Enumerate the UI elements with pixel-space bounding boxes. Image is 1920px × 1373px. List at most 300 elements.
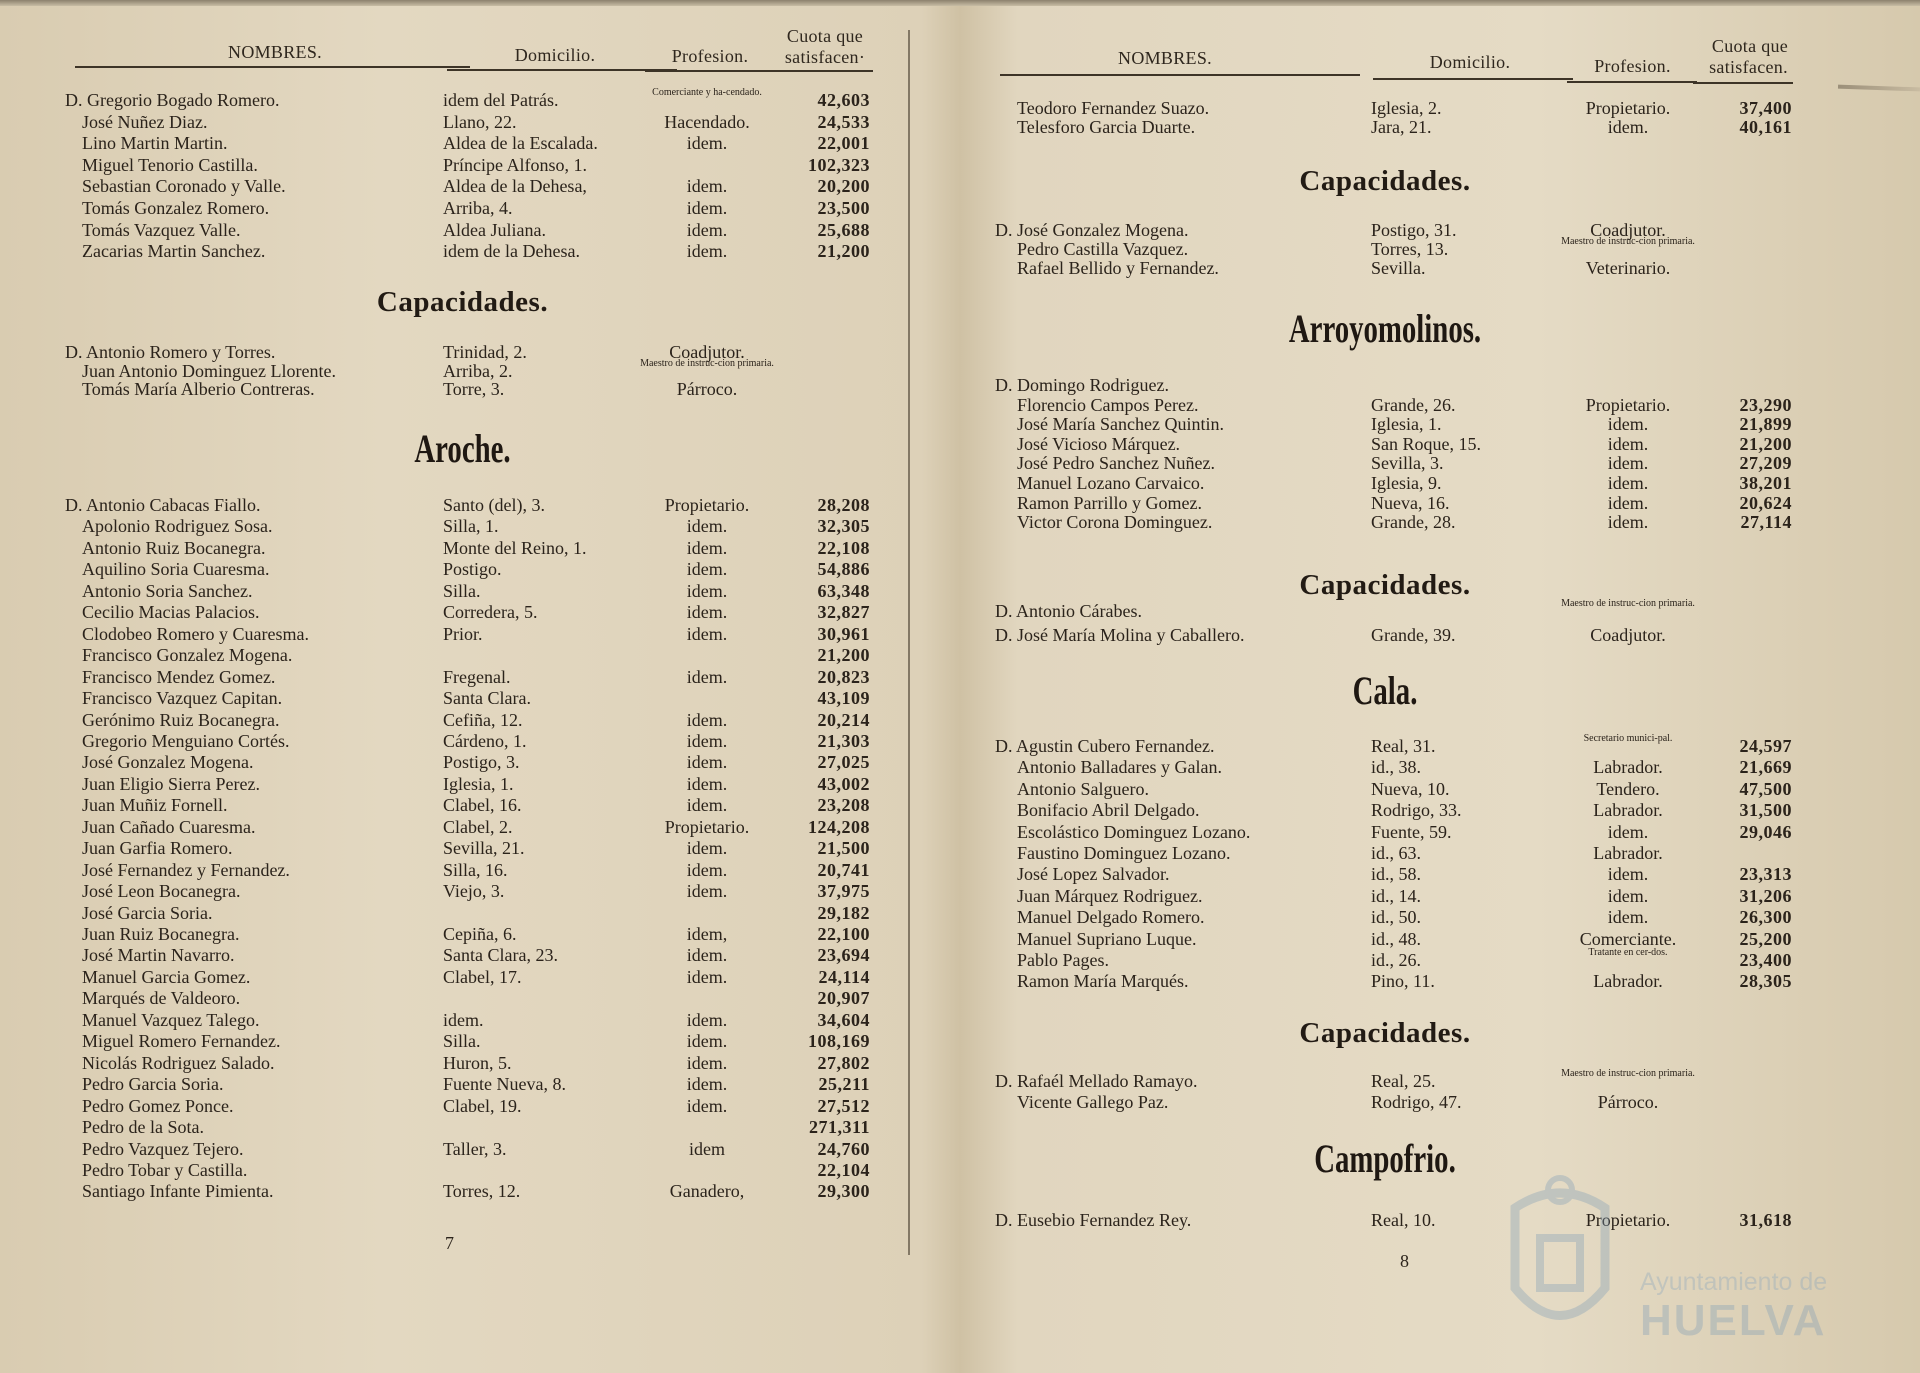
header-cuota-line2: satisfacen.	[1709, 57, 1788, 77]
entry-name: Victor Corona Dominguez.	[1017, 512, 1213, 533]
entry-name: Manuel Delgado Romero.	[1017, 907, 1205, 928]
entry-name: Bonifacio Abril Delgado.	[1017, 800, 1200, 821]
entry-cuota: 124,208	[808, 816, 870, 837]
entry-name: José Nuñez Diaz.	[82, 111, 208, 132]
list-item	[975, 947, 1795, 971]
list-item	[975, 733, 1795, 757]
town-heading-cala: Cala.	[1352, 668, 1418, 713]
town-heading-campofrio: Campofrio.	[1314, 1136, 1456, 1181]
entry-prof: idem.	[1607, 907, 1649, 928]
entry-dom: id., 26.	[1371, 950, 1422, 970]
town-heading-arroyomolinos: Arroyomolinos.	[1288, 306, 1482, 351]
entry-cuota: 102,323	[808, 154, 870, 175]
entry-prof: idem.	[1607, 821, 1649, 842]
entry-prof: Labrador.	[1593, 843, 1663, 863]
town-heading-aroche: Aroche.	[414, 426, 511, 471]
entry-prof: Ganadero,	[669, 1181, 745, 1202]
entry-prof: idem.	[686, 1009, 728, 1030]
entry-dom: Fuente, 59.	[1371, 821, 1452, 842]
entry-prof: Propietario.	[1585, 98, 1671, 118]
entry-name: Juan Eligio Sierra Perez.	[82, 773, 260, 794]
list-item	[975, 414, 1795, 435]
entry-dom: Taller, 3.	[443, 1138, 507, 1159]
list-item	[975, 800, 1795, 821]
entry-prof: Tendero.	[1596, 778, 1660, 799]
entry-cuota: 29,300	[817, 1181, 870, 1202]
list-item	[55, 198, 870, 219]
entry-dom: Nueva, 10.	[1371, 778, 1450, 799]
entry-cuota: 63,348	[817, 580, 870, 601]
header-rule	[1567, 81, 1697, 83]
entry-cuota: 22,100	[817, 924, 870, 944]
entry-cuota: 31,618	[1739, 1210, 1792, 1230]
watermark-line2: HUELVA	[1640, 1296, 1827, 1345]
entry-cuota: 25,211	[818, 1074, 870, 1095]
entry-cuota: 108,169	[808, 1031, 870, 1052]
entry-name: Santiago Infante Pimienta.	[82, 1181, 274, 1202]
list-item	[55, 516, 870, 537]
entry-name: Vicente Gallego Paz.	[1017, 1092, 1169, 1112]
entry-dom: Sevilla, 21.	[443, 838, 525, 859]
list-item	[975, 843, 1795, 864]
entry-prof: Párroco.	[1597, 1092, 1659, 1112]
entry-dom: id., 48.	[1371, 928, 1422, 949]
entry-name: José Gonzalez Mogena.	[82, 752, 254, 773]
list-item	[975, 598, 1795, 622]
list-item	[975, 822, 1795, 843]
entry-cuota: 27,802	[817, 1052, 870, 1073]
entry-prof: idem.	[686, 516, 728, 537]
entry-cuota: 21,303	[817, 730, 870, 751]
header-profesion: Profesion.	[1594, 56, 1671, 76]
entry-name: Juan Márquez Rodriguez.	[1017, 885, 1203, 906]
list-item	[55, 1117, 870, 1138]
entry-prof: Párroco.	[676, 379, 738, 400]
entry-name: D. Gregorio Bogado Romero.	[65, 90, 280, 110]
entry-cuota: 20,200	[817, 176, 870, 197]
list-item	[55, 945, 870, 966]
entry-dom: Sevilla.	[1371, 258, 1426, 278]
list-item	[55, 1096, 870, 1117]
header-rule	[773, 70, 873, 72]
entry-cuota: 26,300	[1739, 907, 1792, 928]
header-profesion: Profesion.	[671, 46, 749, 66]
entry-dom: Rodrigo, 47.	[1371, 1092, 1462, 1112]
entry-prof: Labrador.	[1593, 971, 1663, 992]
header-rule	[447, 69, 677, 71]
entry-name: Escolástico Dominguez Lozano.	[1017, 821, 1251, 842]
entry-name: Ramon María Marqués.	[1017, 971, 1189, 992]
entry-cuota: 21,500	[817, 838, 870, 859]
entry-prof: idem	[689, 1138, 725, 1159]
entry-prof: idem.	[686, 859, 728, 880]
entry-cuota: 43,109	[817, 688, 870, 709]
entry-cuota: 24,597	[1739, 736, 1792, 756]
entry-prof: Maestro de instruc-cion primaria.	[1561, 1068, 1695, 1079]
list-item	[55, 1139, 870, 1160]
list-item	[975, 493, 1795, 514]
entry-prof: idem.	[686, 838, 728, 859]
entry-name: Antonio Soria Sanchez.	[82, 580, 253, 601]
entry-prof: Coadjutor.	[669, 342, 745, 362]
list-item	[55, 688, 870, 709]
entry-dom: Real, 31.	[1371, 736, 1436, 756]
entry-name: Pedro Vazquez Tejero.	[82, 1138, 244, 1159]
entry-prof: Comerciante.	[1579, 928, 1677, 949]
entry-prof: idem.	[686, 795, 728, 816]
entry-prof: idem.	[686, 559, 728, 580]
entry-prof: idem.	[1607, 473, 1649, 493]
entry-name: José Lopez Salvador.	[1017, 864, 1170, 885]
entry-prof: idem.	[686, 773, 728, 794]
entry-name: Manuel Supriano Luque.	[1017, 928, 1197, 949]
entry-dom: Viejo, 3.	[443, 881, 505, 902]
header-cuota-line2: satisfacen·	[784, 47, 866, 67]
list-item	[55, 967, 870, 988]
entry-dom: Clabel, 19.	[443, 1095, 522, 1116]
entry-cuota: 21,899	[1739, 414, 1792, 435]
entry-prof: Maestro de instruc-cion primaria.	[640, 357, 774, 369]
header-rule	[645, 70, 780, 72]
entry-cuota: 22,108	[817, 537, 870, 558]
page-number: 8	[1400, 1251, 1409, 1271]
entry-dom: Cárdeno, 1.	[443, 730, 527, 751]
entry-name: D. Antonio Romero y Torres.	[65, 342, 276, 362]
entry-prof: idem.	[1607, 885, 1649, 906]
entry-name: D. José María Molina y Caballero.	[995, 625, 1245, 645]
entry-prof: idem.	[1607, 117, 1649, 137]
entry-dom: Sevilla, 3.	[1371, 453, 1444, 474]
entry-dom: id., 38.	[1371, 757, 1422, 778]
entry-dom: Grande, 26.	[1371, 394, 1456, 415]
entry-name: Sebastian Coronado y Valle.	[82, 176, 286, 197]
entry-dom: Silla, 16.	[443, 859, 508, 880]
header-cuota-line1: Cuota que	[786, 26, 864, 46]
list-item	[55, 645, 870, 666]
entry-prof: idem.	[686, 602, 728, 623]
entry-prof: Coadjutor.	[1590, 220, 1666, 240]
entry-prof: idem.	[686, 881, 728, 902]
coat-of-arms-icon	[1495, 1168, 1625, 1348]
entry-cuota: 22,001	[817, 133, 870, 154]
entry-name: Gregorio Menguiano Cortés.	[82, 730, 290, 751]
entry-name: D. Antonio Cabacas Fiallo.	[65, 495, 261, 515]
entry-cuota: 23,500	[817, 198, 870, 218]
list-item	[975, 907, 1795, 928]
entry-cuota: 25,688	[817, 219, 870, 240]
header-rule	[1373, 78, 1573, 80]
entry-dom: idem del Patrás.	[443, 90, 559, 110]
entry-prof: idem.	[686, 219, 728, 240]
entry-name: Manuel Lozano Carvaico.	[1017, 473, 1205, 493]
header-nombres: NOMBRES.	[228, 42, 322, 62]
entry-cuota: 20,823	[817, 666, 870, 687]
entry-prof: idem.	[1607, 512, 1649, 533]
list-item	[55, 559, 870, 580]
list-item	[975, 375, 1795, 396]
entry-name: Zacarias Martin Sanchez.	[82, 241, 266, 262]
list-item	[975, 434, 1795, 455]
entry-name: Antonio Ruiz Bocanegra.	[82, 537, 266, 558]
list-item	[975, 1068, 1795, 1092]
entry-dom: Aldea Juliana.	[443, 219, 546, 240]
entry-prof: Secretario munici-pal.	[1583, 733, 1673, 744]
watermark	[1495, 1168, 1855, 1348]
entry-prof: idem.	[686, 966, 728, 987]
entry-prof: Comerciante y ha-cendado.	[652, 87, 762, 98]
entry-name: Pedro Garcia Soria.	[82, 1074, 224, 1095]
entry-dom: Aldea de la Escalada.	[443, 133, 598, 154]
entry-prof: idem.	[686, 241, 728, 262]
entry-dom: Postigo.	[443, 559, 502, 580]
entry-name: D. Rafaél Mellado Ramayo.	[995, 1071, 1198, 1091]
entry-cuota: 25,200	[1739, 928, 1792, 949]
entry-dom: Rodrigo, 33.	[1371, 800, 1462, 821]
entry-cuota: 20,624	[1739, 492, 1792, 513]
entry-name: José Pedro Sanchez Nuñez.	[1017, 453, 1215, 474]
list-item	[975, 512, 1795, 533]
entry-dom: Torres, 12.	[443, 1181, 521, 1202]
entry-dom: Cefiña, 12.	[443, 709, 523, 730]
entry-dom: id., 50.	[1371, 907, 1422, 928]
entry-name: Ramon Parrillo y Gomez.	[1017, 492, 1202, 513]
entry-name: Tomás Gonzalez Romero.	[82, 198, 270, 218]
entry-name: Tomás Vazquez Valle.	[82, 219, 241, 240]
entry-prof: Propietario.	[664, 495, 750, 515]
entry-dom: idem.	[443, 1009, 484, 1030]
list-item	[55, 710, 870, 731]
list-item	[55, 988, 870, 1009]
list-item	[975, 98, 1795, 119]
entry-dom: Clabel, 16.	[443, 795, 522, 816]
entry-name: D. José Gonzalez Mogena.	[995, 220, 1189, 240]
entry-dom: Silla.	[443, 1031, 481, 1052]
entry-prof: idem.	[686, 176, 728, 197]
entry-dom: id., 63.	[1371, 843, 1422, 863]
entry-cuota: 21,200	[1739, 433, 1792, 454]
list-item	[55, 817, 870, 838]
entry-dom: San Roque, 15.	[1371, 433, 1481, 454]
entry-name: Aquilino Soria Cuaresma.	[82, 559, 270, 580]
entry-name: Clodobeo Romero y Cuaresma.	[82, 623, 309, 644]
list-item	[55, 1160, 870, 1181]
entry-cuota: 23,313	[1739, 864, 1792, 885]
left-page	[55, 0, 870, 1280]
list-item	[55, 838, 870, 859]
entry-prof: idem.	[686, 580, 728, 601]
entry-name: Tomás María Alberio Contreras.	[82, 379, 315, 400]
entry-dom: Postigo, 31.	[1371, 220, 1457, 240]
list-item	[975, 395, 1795, 416]
entry-prof: idem.	[1607, 433, 1649, 454]
entry-dom: Fuente Nueva, 8.	[443, 1074, 566, 1095]
entry-name: Francisco Vazquez Capitan.	[82, 688, 283, 709]
entry-name: José Fernandez y Fernandez.	[82, 859, 290, 880]
list-item	[55, 624, 870, 645]
entry-dom: Jara, 21.	[1371, 117, 1432, 137]
entry-cuota: 40,161	[1739, 117, 1792, 137]
entry-cuota: 27,512	[817, 1095, 870, 1116]
entry-dom: Monte del Reino, 1.	[443, 537, 587, 558]
list-item	[55, 667, 870, 688]
entry-name: Florencio Campos Perez.	[1017, 394, 1199, 415]
entry-name: José María Sanchez Quintin.	[1017, 414, 1224, 435]
entry-cuota: 21,200	[817, 241, 870, 262]
right-page	[975, 0, 1795, 1280]
entry-cuota: 23,290	[1739, 394, 1792, 415]
entry-dom: Nueva, 16.	[1371, 492, 1450, 513]
entry-name: Antonio Balladares y Galan.	[1017, 757, 1222, 778]
entry-name: Rafael Bellido y Fernandez.	[1017, 258, 1219, 278]
entry-prof: idem.	[686, 198, 728, 218]
entry-name: Teodoro Fernandez Suazo.	[1017, 98, 1210, 118]
entry-prof: Coadjutor.	[1590, 625, 1666, 645]
list-item	[55, 1181, 870, 1202]
entry-cuota: 28,208	[817, 495, 870, 515]
entry-dom: Grande, 28.	[1371, 512, 1456, 533]
entry-dom: Iglesia, 9.	[1371, 473, 1442, 493]
entry-cuota: 20,214	[817, 709, 870, 730]
list-item	[55, 795, 870, 816]
entry-dom: Clabel, 2.	[443, 816, 513, 837]
entry-dom: Iglesia, 1.	[1371, 414, 1442, 435]
entry-prof: idem.	[686, 1074, 728, 1095]
entry-name: Francisco Gonzalez Mogena.	[82, 645, 293, 666]
entry-cuota: 20,741	[817, 859, 870, 880]
entry-name: Juan Muñiz Fornell.	[82, 795, 228, 816]
list-item	[975, 117, 1795, 138]
entry-prof: Propietario.	[1585, 394, 1671, 415]
entry-name: Juan Ruiz Bocanegra.	[82, 924, 240, 944]
entry-dom: Silla.	[443, 580, 481, 601]
list-item	[55, 881, 870, 902]
entry-prof: idem.	[1607, 492, 1649, 513]
entry-dom: Iglesia, 1.	[443, 773, 514, 794]
list-item	[55, 1053, 870, 1074]
list-item	[55, 1074, 870, 1095]
entry-name: Juan Antonio Dominguez Llorente.	[82, 360, 336, 381]
entry-dom: Pino, 11.	[1371, 971, 1435, 992]
entry-cuota: 37,400	[1739, 98, 1792, 118]
entry-name: José Leon Bocanegra.	[82, 881, 241, 902]
entry-dom: Torres, 13.	[1371, 239, 1449, 259]
entry-name: Antonio Salguero.	[1017, 778, 1149, 799]
entry-prof: idem.	[686, 1052, 728, 1073]
entry-name: Pedro Castilla Vazquez.	[1017, 239, 1189, 259]
entry-dom: Príncipe Alfonso, 1.	[443, 154, 587, 175]
entry-name: José Martin Navarro.	[82, 945, 235, 966]
list-item	[975, 1092, 1795, 1113]
entry-cuota: 27,025	[817, 752, 870, 773]
entry-dom: Santa Clara, 23.	[443, 945, 558, 966]
entry-prof: idem.	[686, 133, 728, 154]
entry-dom: id., 58.	[1371, 864, 1422, 885]
header-rule	[1000, 74, 1360, 76]
page-number: 7	[445, 1233, 454, 1253]
list-item	[975, 236, 1795, 260]
entry-name: D. Antonio Cárabes.	[995, 601, 1142, 621]
entry-cuota: 20,907	[817, 988, 870, 1009]
entry-name: D. Eusebio Fernandez Rey.	[995, 1210, 1192, 1230]
entry-name: Faustino Dominguez Lozano.	[1017, 843, 1231, 863]
list-item	[55, 112, 870, 133]
entry-cuota: 271,311	[808, 1117, 870, 1138]
entry-dom: Prior.	[443, 623, 483, 644]
entry-prof: idem.	[686, 1095, 728, 1116]
entry-dom: Huron, 5.	[443, 1052, 512, 1073]
entry-prof: idem.	[1607, 414, 1649, 435]
entry-prof: Tratante en cer-dos.	[1588, 947, 1668, 958]
entry-dom: Postigo, 3.	[443, 752, 520, 773]
list-item	[975, 886, 1795, 907]
entry-name: Francisco Mendez Gomez.	[82, 666, 276, 687]
list-item	[55, 133, 870, 154]
entry-dom: Silla, 1.	[443, 516, 499, 537]
entry-cuota: 27,114	[1740, 512, 1792, 533]
entry-cuota: 31,500	[1739, 800, 1792, 821]
entry-dom: Aldea de la Dehesa,	[443, 176, 587, 197]
list-item	[975, 757, 1795, 778]
entry-prof: idem.	[686, 945, 728, 966]
entry-name: D. Agustin Cubero Fernandez.	[995, 736, 1215, 756]
entry-cuota: 47,500	[1739, 778, 1792, 799]
entry-dom: Grande, 39.	[1371, 625, 1456, 645]
entry-name: Juan Cañado Cuaresma.	[82, 816, 256, 837]
entry-dom: idem de la Dehesa.	[443, 241, 580, 262]
entry-name: Pablo Pages.	[1017, 950, 1109, 970]
entry-name: Apolonio Rodriguez Sosa.	[82, 516, 273, 537]
list-item	[55, 220, 870, 241]
entry-cuota: 42,603	[817, 90, 870, 110]
entry-dom: Real, 25.	[1371, 1071, 1436, 1091]
entry-name: D. Domingo Rodriguez.	[995, 375, 1169, 395]
entry-cuota: 32,827	[817, 602, 870, 623]
list-item	[55, 1010, 870, 1031]
entry-prof: Maestro de instruc-cion primaria.	[1561, 598, 1695, 609]
entry-cuota: 32,305	[817, 516, 870, 537]
entry-name: Telesforo Garcia Duarte.	[1017, 117, 1196, 137]
list-item	[55, 538, 870, 559]
header-nombres: NOMBRES.	[1118, 48, 1212, 68]
list-item	[975, 473, 1795, 494]
list-item	[55, 155, 870, 176]
entry-prof: idem.	[686, 537, 728, 558]
entry-prof: idem.	[686, 752, 728, 773]
list-item	[55, 924, 870, 945]
entry-dom: Fregenal.	[443, 666, 511, 687]
entry-cuota: 24,760	[817, 1138, 870, 1159]
list-item	[55, 731, 870, 752]
entry-name: Marqués de Valdeoro.	[82, 988, 241, 1009]
entry-cuota: 28,305	[1739, 971, 1792, 992]
list-item	[55, 241, 870, 262]
entry-cuota: 54,886	[817, 559, 870, 580]
entry-name: Manuel Vazquez Talego.	[82, 1009, 260, 1030]
entry-dom: Torre, 3.	[443, 379, 505, 400]
header-domicilio: Domicilio.	[1429, 52, 1511, 72]
entry-name: Gerónimo Ruiz Bocanegra.	[82, 709, 280, 730]
entry-dom: Cepiña, 6.	[443, 924, 517, 944]
list-item	[55, 176, 870, 197]
entry-name: José Garcia Soria.	[82, 902, 213, 923]
entry-prof: idem.	[1607, 453, 1649, 474]
entry-dom: Clabel, 17.	[443, 966, 522, 987]
list-item	[975, 864, 1795, 885]
entry-prof: Labrador.	[1593, 800, 1663, 821]
entry-prof: Maestro de instruc-cion primaria.	[1561, 236, 1695, 247]
entry-cuota: 29,046	[1739, 821, 1792, 842]
entry-prof: idem.	[686, 709, 728, 730]
